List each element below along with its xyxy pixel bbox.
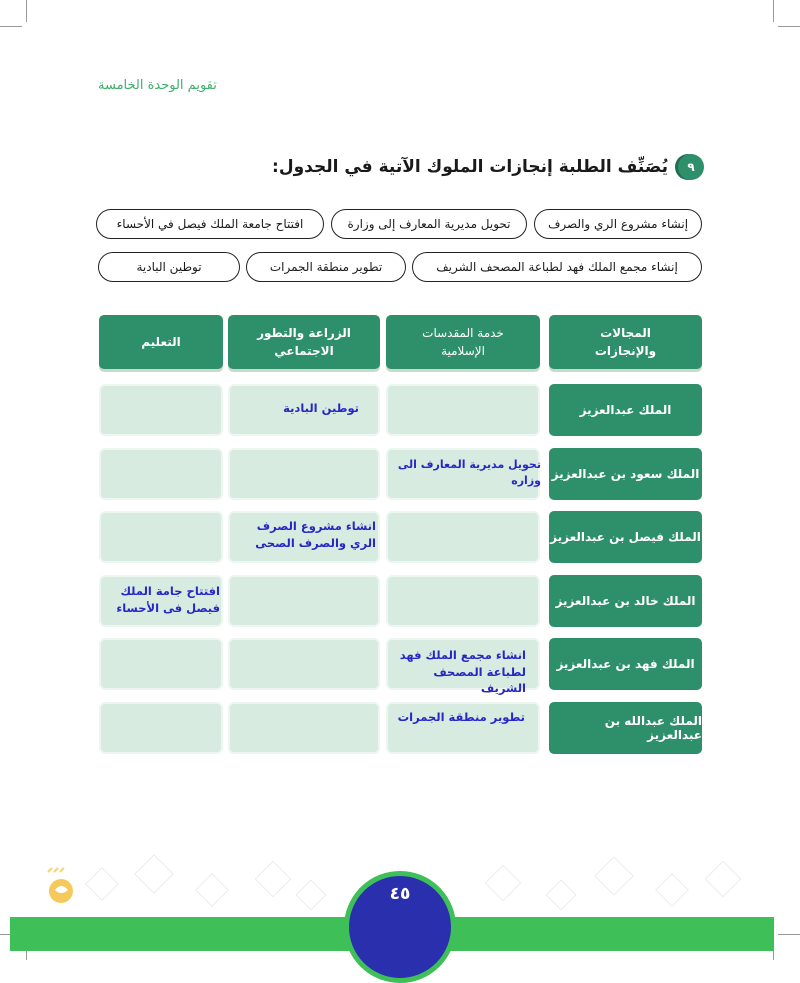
header-education <box>99 315 223 369</box>
answer-text: توطين البادية <box>283 401 359 415</box>
answer-cell[interactable] <box>99 638 223 690</box>
header-agriculture-label: الزراعة والتطور الاجتماعي <box>257 326 351 358</box>
crop-mark <box>0 26 22 27</box>
header-fields <box>549 315 702 369</box>
page-number: ٤٥ <box>389 884 411 904</box>
answer-cell[interactable] <box>386 575 540 627</box>
option-pill: افتتاح جامعة الملك فيصل في الأحساء <box>96 209 324 239</box>
answer-cell[interactable] <box>228 448 380 500</box>
crop-mark <box>778 26 800 27</box>
decoration <box>485 865 522 902</box>
header-fields-label: المجالات والإنجازات <box>594 326 657 358</box>
row-king-0: الملك عبدالعزيز <box>549 384 702 436</box>
row-king-1: الملك سعود بن عبدالعزيز <box>549 448 702 500</box>
logo-icon <box>44 866 78 906</box>
answer-cell[interactable] <box>99 448 223 500</box>
option-pill: تحويل مديرية المعارف إلى وزارة <box>331 209 527 239</box>
decoration <box>85 867 119 901</box>
crop-mark <box>773 0 774 22</box>
answer-text: انشاء مشروع الصرف الري والصرف الصحى <box>255 519 376 550</box>
decoration <box>255 861 292 898</box>
row-king-3: الملك خالد بن عبدالعزيز <box>549 575 702 627</box>
decoration <box>545 879 576 910</box>
answer-cell[interactable] <box>99 384 223 436</box>
row-king-5: الملك عبدالله بن عبدالعزيز <box>549 702 702 754</box>
decoration <box>655 873 689 907</box>
question-number: ٩ <box>678 154 704 180</box>
row-king-2: الملك فيصل بن عبدالعزيز <box>549 511 702 563</box>
answer-cell[interactable] <box>228 638 380 690</box>
header-holy-sites <box>386 315 540 369</box>
option-pill: توطين البادية <box>98 252 240 282</box>
answer-cell[interactable] <box>228 575 380 627</box>
header-education-label: التعليم <box>141 335 181 349</box>
header-agriculture <box>228 315 380 369</box>
crop-mark <box>778 934 800 935</box>
decoration <box>705 861 742 898</box>
decoration <box>195 873 229 907</box>
answer-text: انشاء مجمع الملك فهد لطباعة المصحف الشريف <box>399 648 526 696</box>
row-king-4: الملك فهد بن عبدالعزيز <box>549 638 702 690</box>
question-text: يُصَنِّف الطلبة إنجازات الملوك الآتية في الجدول: <box>272 157 668 177</box>
option-pill: إنشاء مشروع الري والصرف <box>534 209 702 239</box>
decoration <box>594 856 634 896</box>
option-pill: تطوير منطقة الجمرات <box>246 252 406 282</box>
answer-cell[interactable] <box>99 511 223 563</box>
question <box>272 154 704 180</box>
answer-cell[interactable] <box>386 384 540 436</box>
header-holy-sites-label: خدمة المقدسات الإسلامية <box>422 326 504 358</box>
decoration <box>134 854 174 894</box>
answer-cell[interactable] <box>99 702 223 754</box>
answer-text: افتتاح جامة الملك فيصل فى الأحساء <box>116 584 220 615</box>
answer-text: تحويل مديرية المعارف الى وزاره <box>397 458 541 487</box>
answer-cell[interactable] <box>386 511 540 563</box>
answer-text: تطوير منطقة الجمرات <box>397 710 525 724</box>
unit-title: تقويم الوحدة الخامسة <box>98 78 217 93</box>
decoration <box>295 879 326 910</box>
answer-cell[interactable] <box>228 702 380 754</box>
crop-mark <box>26 0 27 22</box>
option-pill: إنشاء مجمع الملك فهد لطباعة المصحف الشريف <box>412 252 702 282</box>
